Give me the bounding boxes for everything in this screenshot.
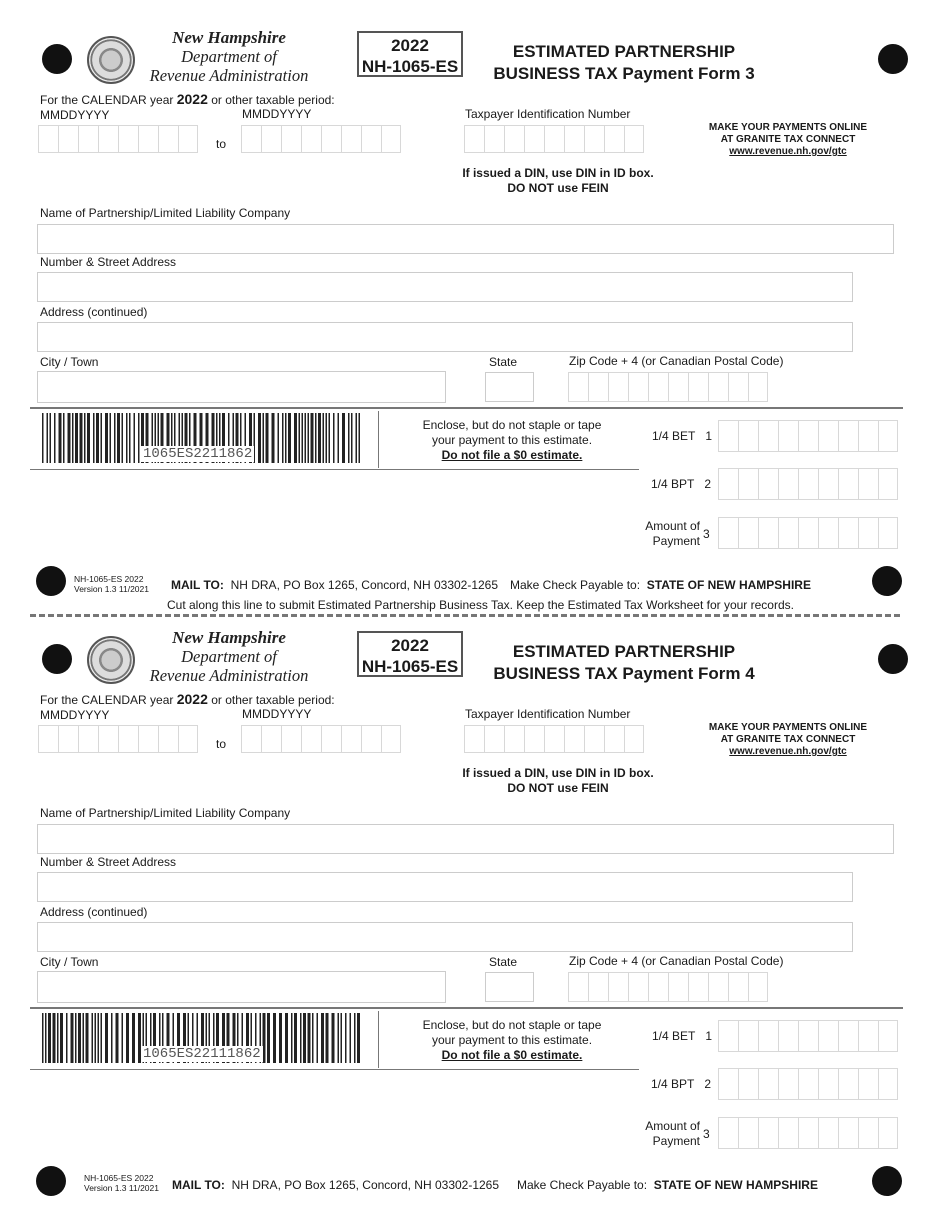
payment-form-3 <box>0 0 950 610</box>
date-to-label: MMDDYYYY <box>242 707 312 721</box>
city-label: City / Town <box>40 355 99 369</box>
bpt-amount-input[interactable] <box>718 468 898 500</box>
tin-label: Taxpayer Identification Number <box>465 107 631 121</box>
registration-mark-icon <box>36 566 66 596</box>
date-from-label: MMDDYYYY <box>40 108 110 122</box>
period-from-input[interactable] <box>38 125 198 153</box>
state-input[interactable] <box>485 372 534 402</box>
line1-label: 1/4 BET 1 <box>652 1029 713 1043</box>
tin-input[interactable] <box>464 725 644 753</box>
din-notice: If issued a DIN, use DIN in ID box. DO NOT use FEIN <box>462 166 654 195</box>
tin-label: Taxpayer Identification Number <box>465 707 631 721</box>
period-to-input[interactable] <box>241 725 401 753</box>
date-to-label: MMDDYYYY <box>242 107 312 121</box>
form-version: NH-1065-ES 2022 Version 1.3 11/2021 <box>84 1173 159 1193</box>
zip-label: Zip Code + 4 (or Canadian Postal Code) <box>569 354 784 368</box>
barcode-number: 1065ES2211862 <box>143 446 253 462</box>
enclose-instructions: Enclose, but do not staple or tape your payment to this estimate. Do not file a $0 estimate. <box>422 418 602 462</box>
department-name: New Hampshire Department of Revenue Administration <box>149 28 309 85</box>
street-address-label: Number & Street Address <box>40 255 177 269</box>
line3-number: 3 <box>703 1127 710 1141</box>
calendar-year-label: For the CALENDAR year 2022 or other taxable period: <box>40 91 335 107</box>
state-seal-icon <box>87 36 135 84</box>
to-label: to <box>216 737 227 751</box>
mail-to: MAIL TO: NH DRA, PO Box 1265, Concord, NH 03302-1265 <box>172 1178 500 1192</box>
form-id-box: 2022 NH-1065-ES <box>357 631 463 677</box>
date-from-label: MMDDYYYY <box>40 708 110 722</box>
zip-input[interactable] <box>568 372 768 402</box>
registration-mark-icon <box>878 644 908 674</box>
barcode-number: 1065ES22111862 <box>143 1046 261 1062</box>
enclose-instructions: Enclose, but do not staple or tape your payment to this estimate. Do not file a $0 estimate. <box>422 1018 602 1062</box>
line2-label: 1/4 BPT 2 <box>651 1077 712 1091</box>
partnership-name-input[interactable] <box>37 824 894 854</box>
state-seal-icon <box>87 636 135 684</box>
registration-mark-icon <box>42 644 72 674</box>
city-input[interactable] <box>37 371 446 403</box>
registration-mark-icon <box>872 566 902 596</box>
address-continued-label: Address (continued) <box>40 305 148 319</box>
line3-label: Amount of Payment <box>645 1119 700 1148</box>
address-continued-label: Address (continued) <box>40 905 148 919</box>
street-address-input[interactable] <box>37 272 853 302</box>
line1-label: 1/4 BET 1 <box>652 429 713 443</box>
calendar-year-label: For the CALENDAR year 2022 or other taxable period: <box>40 691 335 707</box>
bpt-amount-input[interactable] <box>718 1068 898 1100</box>
line3-label: Amount of Payment <box>645 519 700 548</box>
registration-mark-icon <box>42 44 72 74</box>
address-continued-input[interactable] <box>37 322 853 352</box>
din-notice: If issued a DIN, use DIN in ID box. DO NOT use FEIN <box>462 766 654 795</box>
partnership-name-input[interactable] <box>37 224 894 254</box>
registration-mark-icon <box>36 1166 66 1196</box>
payment-form-4 <box>0 600 950 1210</box>
street-address-label: Number & Street Address <box>40 855 177 869</box>
department-name: New Hampshire Department of Revenue Administration <box>149 628 309 685</box>
cut-line-instructions: Cut along this line to submit Estimated Partnership Business Tax. Keep the Estimated Tax Worksheet for your records. <box>167 598 794 612</box>
line2-label: 1/4 BPT 2 <box>651 477 712 491</box>
zip-input[interactable] <box>568 972 768 1002</box>
line3-number: 3 <box>703 527 710 541</box>
payment-amount-input[interactable] <box>718 1117 898 1149</box>
form-title: ESTIMATED PARTNERSHIP BUSINESS TAX Payment Form 4 <box>493 642 755 683</box>
online-payment-notice: MAKE YOUR PAYMENTS ONLINE AT GRANITE TAX CONNECT www.revenue.nh.gov/gtc <box>690 122 886 158</box>
city-label: City / Town <box>40 955 99 969</box>
bet-amount-input[interactable] <box>718 420 898 452</box>
state-input[interactable] <box>485 972 534 1002</box>
zip-label: Zip Code + 4 (or Canadian Postal Code) <box>569 954 784 968</box>
barcode-divider <box>378 1011 379 1068</box>
city-input[interactable] <box>37 971 446 1003</box>
payable-to: Make Check Payable to: STATE OF NEW HAMPSHIRE <box>510 578 811 592</box>
period-to-input[interactable] <box>241 125 401 153</box>
form-title: ESTIMATED PARTNERSHIP BUSINESS TAX Payment Form 3 <box>493 42 755 83</box>
period-from-input[interactable] <box>38 725 198 753</box>
payment-divider <box>30 1069 639 1070</box>
street-address-input[interactable] <box>37 872 853 902</box>
partnership-name-label: Name of Partnership/Limited Liability Company <box>40 806 291 820</box>
form-version: NH-1065-ES 2022 Version 1.3 11/2021 <box>74 574 149 594</box>
tin-input[interactable] <box>464 125 644 153</box>
online-payment-link[interactable]: www.revenue.nh.gov/gtc <box>729 146 847 157</box>
address-continued-input[interactable] <box>37 922 853 952</box>
barcode-divider <box>378 411 379 468</box>
online-payment-notice: MAKE YOUR PAYMENTS ONLINE AT GRANITE TAX CONNECT www.revenue.nh.gov/gtc <box>690 722 886 758</box>
partnership-name-label: Name of Partnership/Limited Liability Company <box>40 206 291 220</box>
mail-to: MAIL TO: NH DRA, PO Box 1265, Concord, NH 03302-1265 <box>171 578 499 592</box>
section-divider <box>30 407 903 409</box>
bet-amount-input[interactable] <box>718 1020 898 1052</box>
payable-to: Make Check Payable to: STATE OF NEW HAMPSHIRE <box>517 1178 818 1192</box>
section-divider <box>30 1007 903 1009</box>
online-payment-link[interactable]: www.revenue.nh.gov/gtc <box>729 746 847 757</box>
state-label: State <box>489 955 518 969</box>
form-id-box: 2022 NH-1065-ES <box>357 31 463 77</box>
registration-mark-icon <box>878 44 908 74</box>
registration-mark-icon <box>872 1166 902 1196</box>
payment-divider <box>30 469 639 470</box>
cut-line <box>30 614 900 617</box>
state-label: State <box>489 355 518 369</box>
to-label: to <box>216 137 227 151</box>
payment-amount-input[interactable] <box>718 517 898 549</box>
